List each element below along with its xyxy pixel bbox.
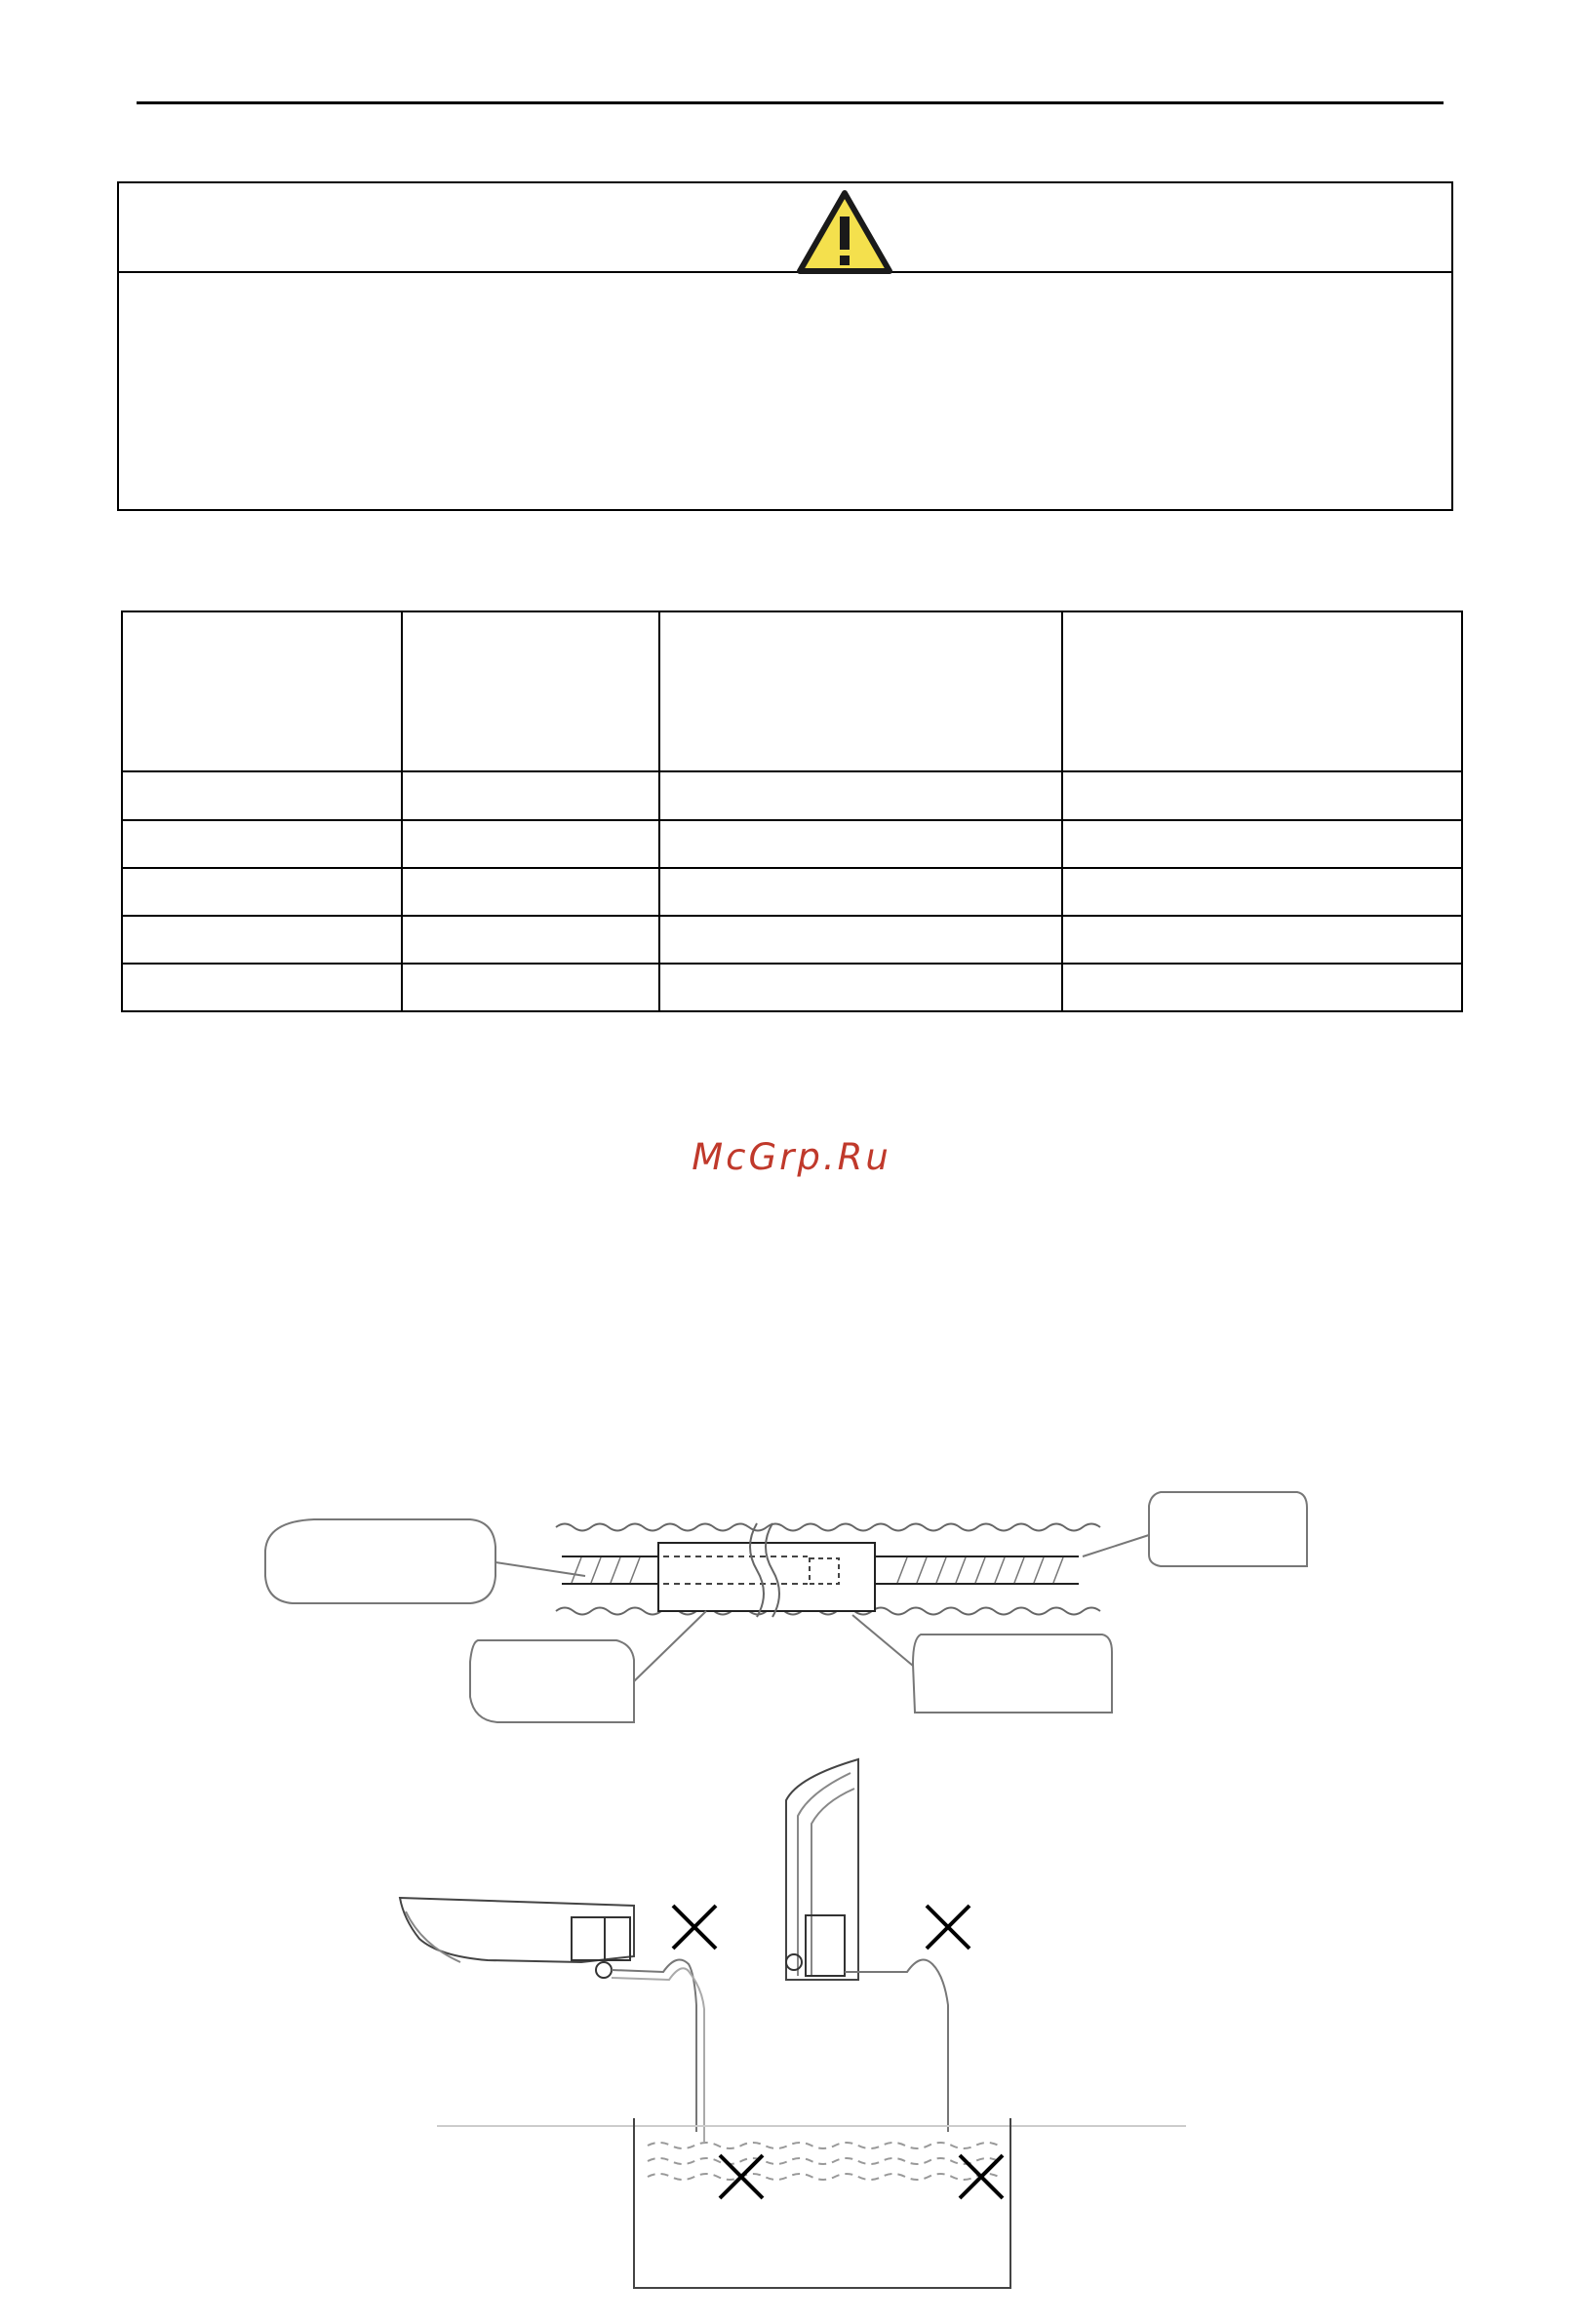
unit-right-curve-2 bbox=[811, 1789, 854, 1976]
cross-icon bbox=[960, 2155, 1003, 2198]
unit-left-drain-box bbox=[572, 1917, 630, 1960]
water-wave-3 bbox=[648, 2174, 999, 2180]
water-basin bbox=[634, 2118, 1010, 2288]
cross-icon bbox=[927, 1906, 970, 1949]
water-wave-2 bbox=[648, 2158, 999, 2164]
water-wave-1 bbox=[648, 2143, 999, 2148]
callout-box-bottom-left bbox=[470, 1640, 634, 1722]
drain-hose-left-outer bbox=[612, 1968, 704, 2142]
pipe-joint-figure bbox=[265, 1492, 1307, 1722]
drain-hose-right bbox=[845, 1960, 948, 2133]
ground-wave-top bbox=[556, 1524, 1100, 1531]
callout-box-right bbox=[1149, 1492, 1307, 1566]
callout-leader-left bbox=[495, 1562, 585, 1576]
unit-left-drain-outlet bbox=[596, 1962, 612, 1978]
prohibited-marks bbox=[673, 1906, 1003, 2198]
cross-icon bbox=[673, 1906, 716, 1949]
callout-leader-bottom-left bbox=[634, 1611, 706, 1681]
drain-hose-left bbox=[612, 1960, 696, 2133]
unit-right-drain-outlet bbox=[786, 1954, 802, 1970]
watermark: McGrp.Ru bbox=[692, 1136, 891, 1178]
callout-leader-bottom-right bbox=[852, 1615, 913, 1666]
callout-box-bottom-right bbox=[913, 1635, 1112, 1713]
unit-left-body bbox=[400, 1898, 634, 1962]
callout-leader-right bbox=[1083, 1535, 1149, 1556]
drain-routing-figure bbox=[400, 1759, 1186, 2288]
callout-box-left bbox=[265, 1519, 495, 1603]
